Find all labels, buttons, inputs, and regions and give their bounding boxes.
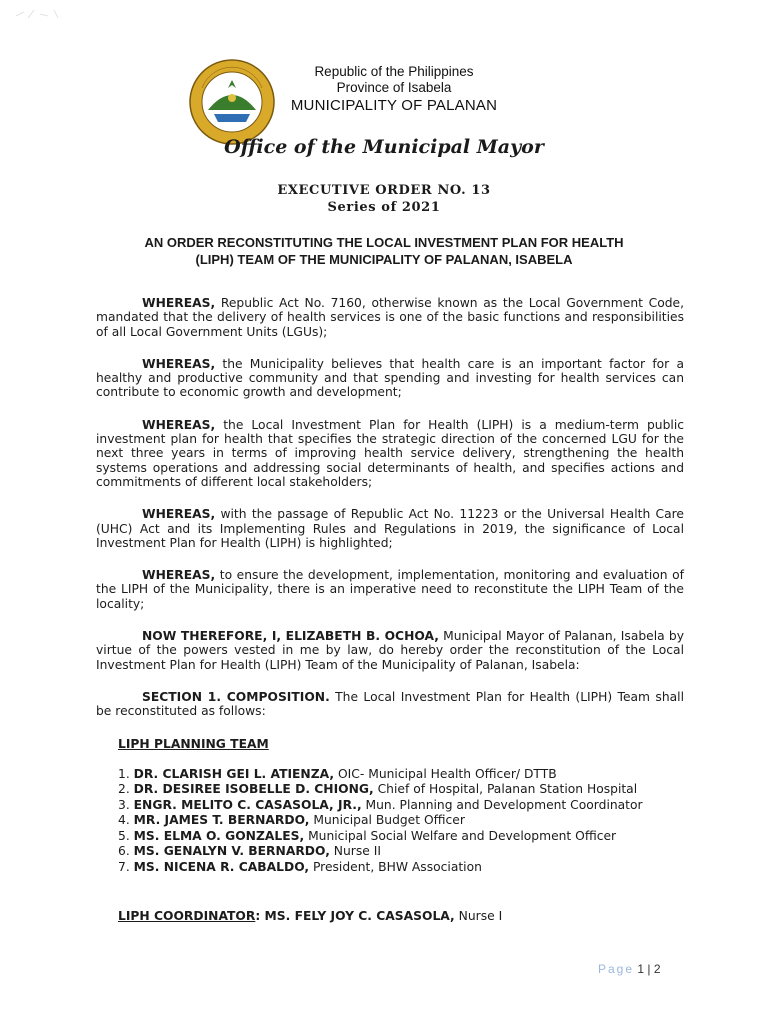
item-number: 2. xyxy=(118,782,130,797)
order-number: EXECUTIVE ORDER NO. 13 xyxy=(277,183,491,198)
liph-coordinator: LIPH COORDINATOR: MS. FELY JOY C. CASASOLA, Nurse I xyxy=(118,909,503,924)
letterhead xyxy=(284,64,504,116)
list-item xyxy=(118,844,684,860)
paragraph-text: Republic Act No. 7160, otherwise known as the Local Government Code, mandated that the delivery of health services is one of the basic functions and responsibilities of all Local Government Units (LGUs); xyxy=(96,296,684,339)
member-role: Nurse II xyxy=(329,844,381,859)
item-number: 1. xyxy=(118,766,130,781)
list-item xyxy=(118,813,684,829)
member-role: Municipal Budget Officer xyxy=(309,813,465,828)
paragraph-lead: WHEREAS, xyxy=(142,507,216,522)
member-name: ENGR. MELITO C. CASASOLA, JR., xyxy=(133,797,362,812)
province-line: Province of Isabela xyxy=(336,80,452,95)
member-role: President, BHW Association xyxy=(309,859,482,874)
municipality-line: MUNICIPALITY OF PALANAN xyxy=(290,97,498,114)
scan-artifact xyxy=(14,4,74,24)
republic-line: Republic of the Philippines xyxy=(314,64,474,79)
list-item xyxy=(118,798,684,814)
paragraph-text: the Municipality believes that health care is an important factor for a healthy and productive community and that spending and investing for health services can contribute to economic growth and development; xyxy=(96,356,684,400)
paragraph-text: with the passage of Republic Act No. 11223 or the Universal Health Care (UHC) Act and its Implementing Rules and Regulations in 2019, the significance of Local Investment Plan for Health (LIPH) is highlighted; xyxy=(96,507,684,550)
item-number: 5. xyxy=(118,828,130,843)
order-title-line2: (LIPH) TEAM OF THE MUNICIPALITY OF PALANAN, ISABELA xyxy=(195,252,573,267)
order-title xyxy=(100,234,668,268)
paragraph-lead: WHEREAS, xyxy=(142,356,216,371)
page-label: Page xyxy=(598,962,635,976)
member-role: Municipal Social Welfare and Development Officer xyxy=(304,828,617,843)
paragraph-text: Municipal Mayor of Palanan, Isabela by virtue of the powers vested in me by law, do hereby order the reconstitution of the Local Investment Plan for Health (LIPH) Team of the Municipality of Palanan, Isabela: xyxy=(96,629,685,672)
order-title-line1: AN ORDER RECONSTITUTING THE LOCAL INVESTMENT PLAN FOR HEALTH xyxy=(144,235,624,250)
paragraph xyxy=(96,418,684,489)
page-footer xyxy=(598,962,661,976)
coordinator-name: MS. FELY JOY C. CASASOLA, xyxy=(264,909,455,924)
paragraph xyxy=(96,507,684,550)
list-item xyxy=(118,767,684,783)
list-item xyxy=(118,782,684,798)
item-number: 7. xyxy=(118,859,130,874)
list-item xyxy=(118,860,684,876)
paragraph-lead: WHEREAS, xyxy=(142,417,216,432)
order-body xyxy=(96,296,684,924)
paragraph-text: The Local Investment Plan for Health (LIPH) Team shall be reconstituted as follows: xyxy=(96,689,684,719)
item-number: 4. xyxy=(118,813,130,828)
list-item xyxy=(118,829,684,845)
paragraph xyxy=(96,629,684,672)
paragraph xyxy=(96,568,684,611)
member-name: MS. NICENA R. CABALDO, xyxy=(133,859,310,874)
member-name: DR. CLARISH GEI L. ATIENZA, xyxy=(133,766,335,781)
member-name: MR. JAMES T. BERNARDO, xyxy=(133,813,310,828)
paragraph xyxy=(96,296,684,339)
planning-team-heading: LIPH PLANNING TEAM xyxy=(118,736,269,751)
paragraph-lead: WHEREAS, xyxy=(142,568,216,583)
paragraph-text: to ensure the development, implementation, monitoring and evaluation of the LIPH of the Municipality, there is an imperative need to reconstitute the LIPH Team of the locality; xyxy=(96,568,684,611)
paragraph xyxy=(96,357,684,400)
page-number: 1 | 2 xyxy=(637,962,661,976)
planning-team-list xyxy=(118,767,684,876)
paragraph-lead: WHEREAS, xyxy=(142,296,216,310)
member-name: DR. DESIREE ISOBELLE D. CHIONG, xyxy=(133,782,374,797)
member-role: Chief of Hospital, Palanan Station Hospital xyxy=(373,782,638,797)
executive-order-heading xyxy=(0,182,768,216)
member-role: OIC- Municipal Health Officer/ DTTB xyxy=(334,766,557,781)
paragraph xyxy=(96,690,684,719)
paragraph-lead: SECTION 1. COMPOSITION. xyxy=(142,689,330,704)
coordinator-role: Nurse I xyxy=(454,909,503,924)
order-series: Series of 2021 xyxy=(327,200,441,215)
member-role: Mun. Planning and Development Coordinator xyxy=(361,797,643,812)
office-title: Office of the Municipal Mayor xyxy=(224,136,544,158)
member-name: MS. ELMA O. GONZALES, xyxy=(133,828,305,843)
paragraph-text: the Local Investment Plan for Health (LIPH) is a medium-term public investment plan for health that specifies the strategic direction of the concerned LGU for the next three years in terms of improving health service delivery, strengthening the health systems operations and addressing social determinants of health, and specifies actions and commitments of different local stakeholders; xyxy=(96,417,684,489)
paragraph-lead: NOW THEREFORE, I, ELIZABETH B. OCHOA, xyxy=(142,629,439,644)
municipal-seal xyxy=(188,58,276,146)
coordinator-label: LIPH COORDINATOR xyxy=(118,909,256,924)
item-number: 6. xyxy=(118,844,130,859)
item-number: 3. xyxy=(118,797,130,812)
member-name: MS. GENALYN V. BERNARDO, xyxy=(133,844,330,859)
